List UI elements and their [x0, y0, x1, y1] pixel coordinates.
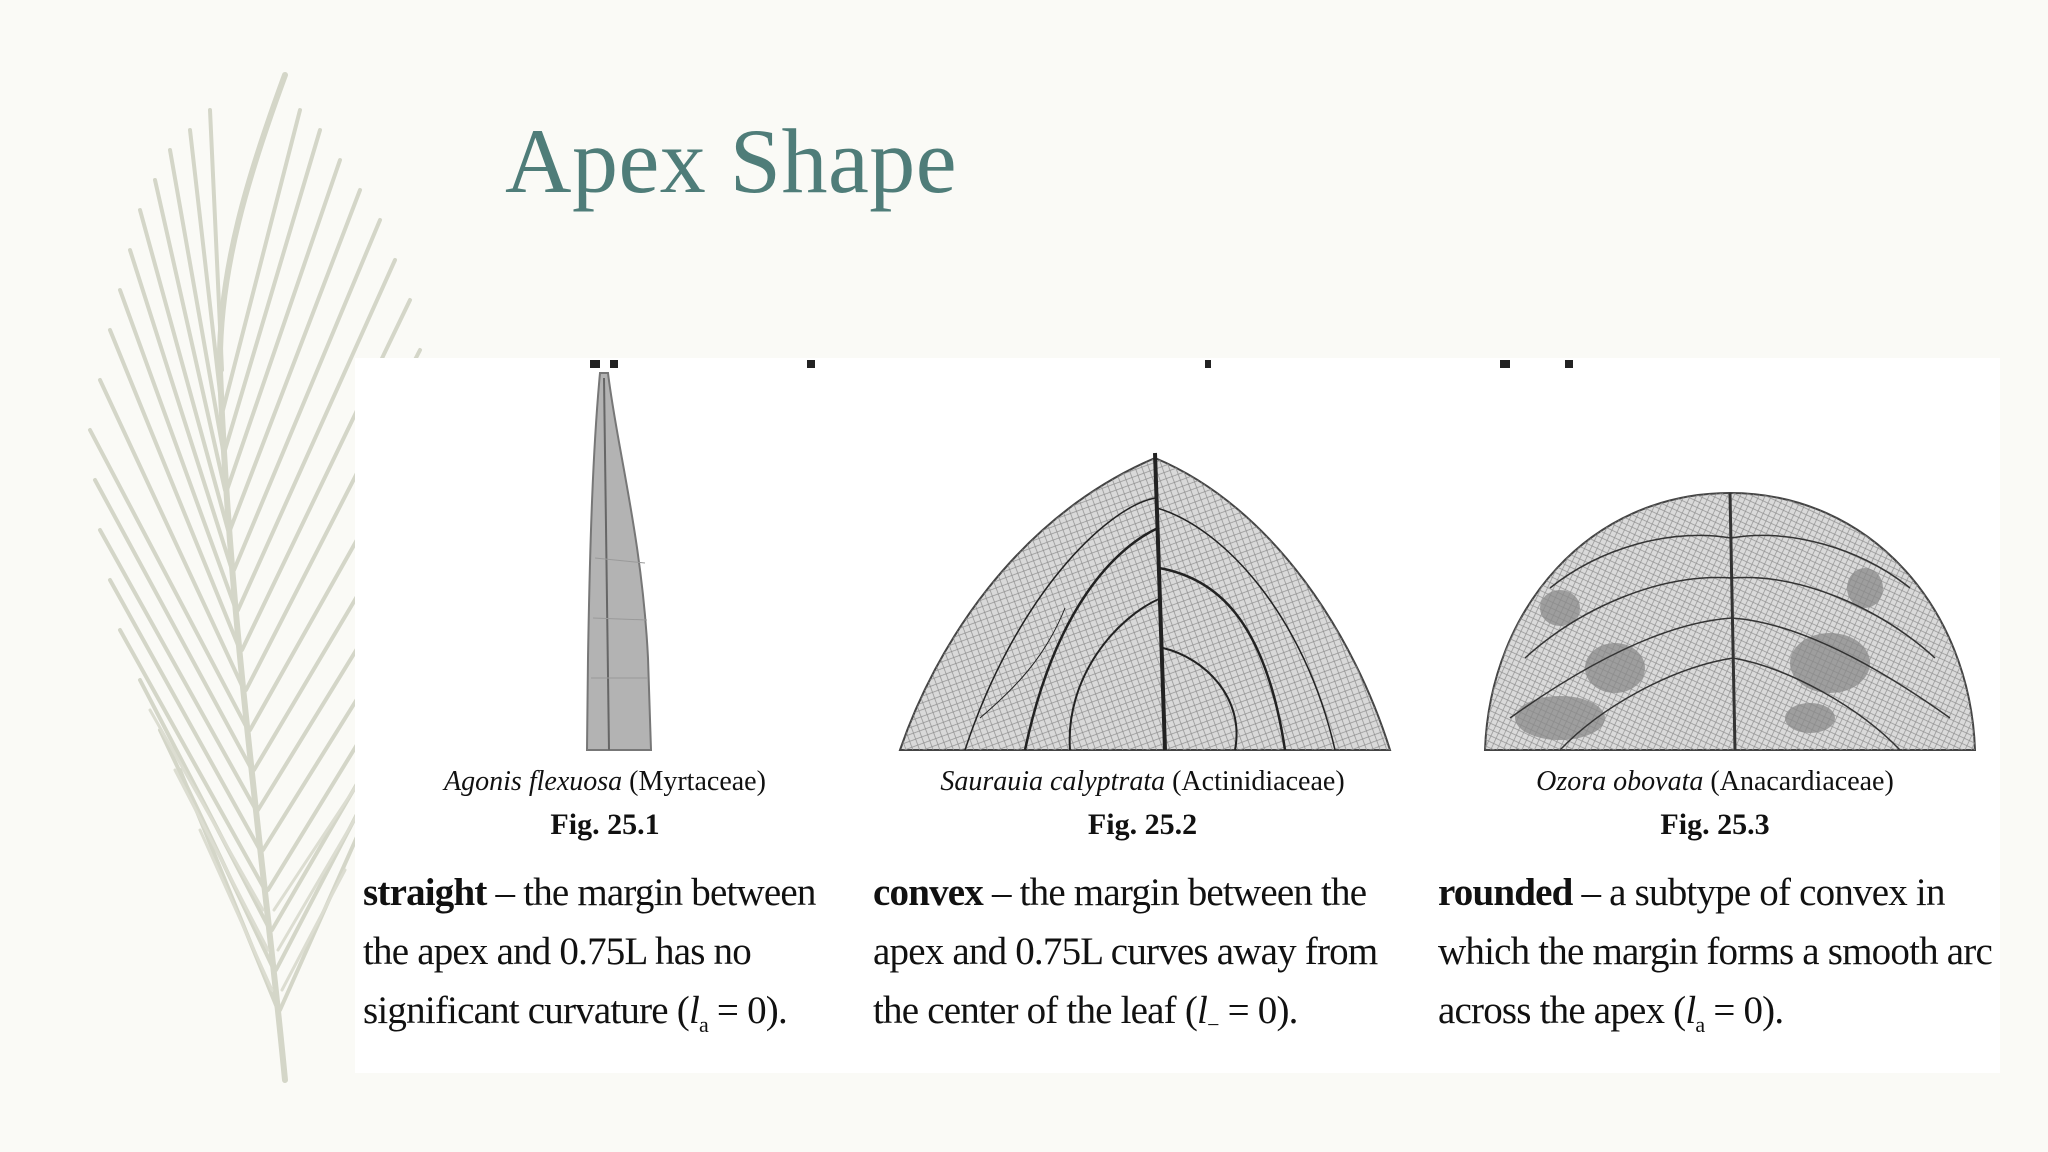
- variable-letter: l: [1197, 989, 1208, 1032]
- figure-number: Fig. 25.3: [1660, 808, 1770, 841]
- species-name: Ozora obovata: [1536, 766, 1704, 797]
- apex-shape-figure: [355, 358, 2000, 1073]
- definition-body: – the margin between the apex and 0.75L has no significant curvature (: [363, 871, 816, 1032]
- variable-subscript: a: [699, 1011, 708, 1037]
- species-name: Saurauia calyptrata: [940, 766, 1166, 797]
- definition-end: = 0).: [1218, 989, 1298, 1032]
- species-caption: [1430, 766, 2000, 798]
- variable-letter: l: [1685, 989, 1696, 1032]
- species-caption: [355, 766, 855, 798]
- definition-text: [1438, 863, 1996, 1054]
- figure-panel-straight: [355, 358, 855, 1073]
- variable-subscript: a: [1695, 1011, 1705, 1037]
- rounded-apex-leaf: [1430, 358, 2000, 758]
- family-name: (Anacardiaceae): [1710, 766, 1894, 797]
- variable-letter: l: [688, 989, 700, 1032]
- straight-apex-leaf: [355, 358, 855, 758]
- figure-panel-rounded: [1430, 358, 2000, 1073]
- figure-panel-convex: [865, 358, 1420, 1073]
- slide-title: Apex Shape: [505, 110, 958, 212]
- term-label: straight: [363, 871, 487, 914]
- family-name: (Actinidiaceae): [1172, 766, 1345, 797]
- definition-text: [363, 863, 851, 1054]
- term-label: rounded: [1438, 871, 1573, 914]
- species-name: Agonis flexuosa: [444, 766, 623, 797]
- definition-body: – a subtype of convex in which the margin forms a smooth arc across the apex (: [1438, 871, 1992, 1032]
- definition-end: = 0).: [1704, 989, 1784, 1032]
- figure-number: Fig. 25.2: [1087, 808, 1198, 841]
- definition-body: – the margin between the apex and 0.75L curves away from the center of the leaf (: [873, 871, 1378, 1032]
- family-name: (Myrtaceae): [629, 766, 766, 797]
- definition-end: = 0).: [707, 989, 787, 1032]
- term-label: convex: [873, 871, 984, 914]
- figure-number: Fig. 25.1: [550, 808, 660, 841]
- species-caption: [865, 766, 1420, 798]
- convex-apex-leaf: [865, 358, 1420, 758]
- variable-subscript: −: [1207, 1011, 1219, 1037]
- definition-text: [873, 863, 1416, 1054]
